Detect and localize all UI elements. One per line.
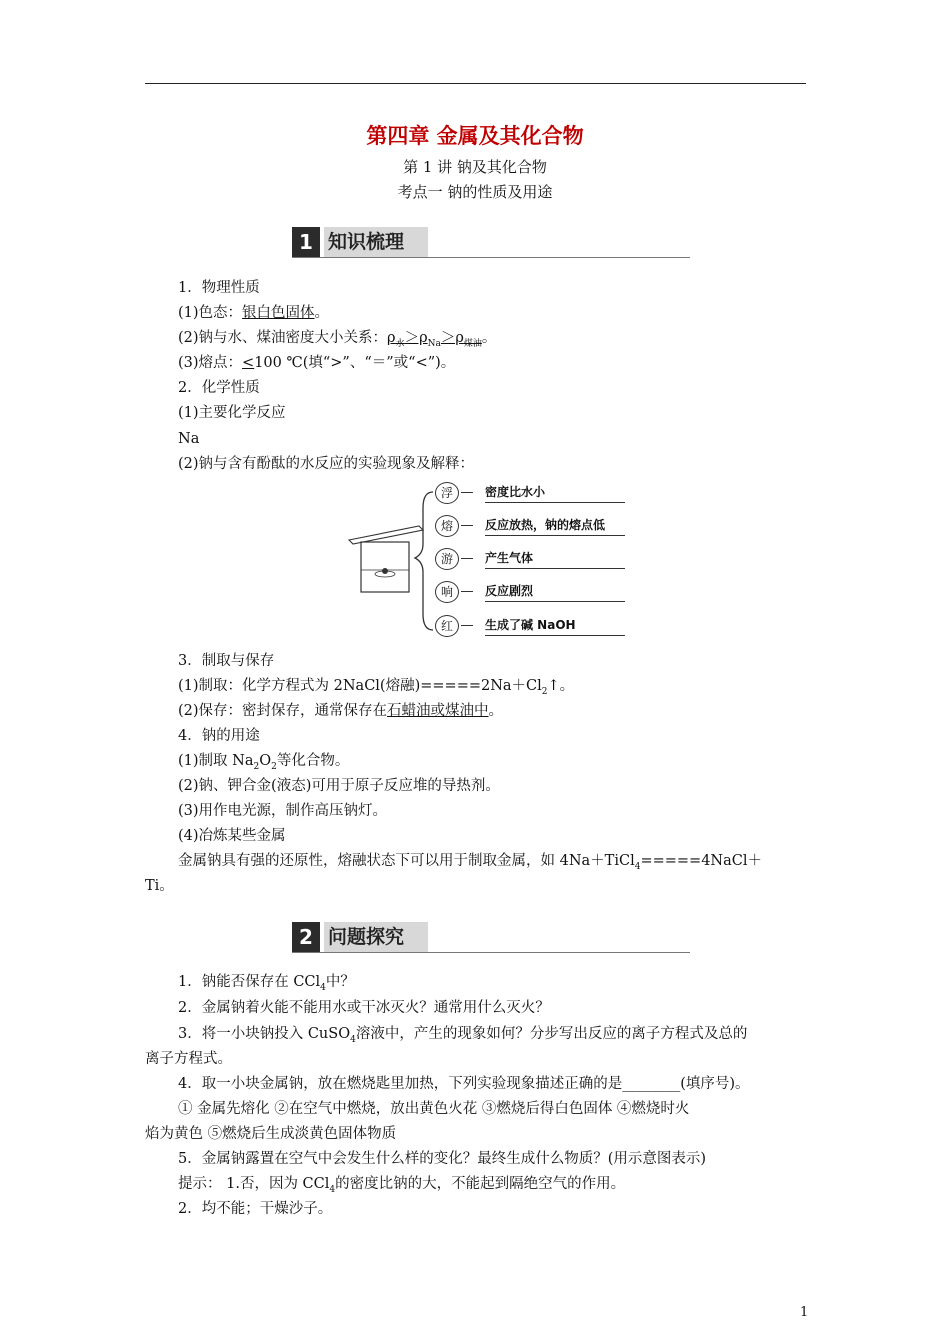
explanation-underline	[485, 635, 625, 636]
text-span: =====4NaCl＋	[640, 853, 762, 869]
subscript: 4	[350, 1034, 356, 1045]
beaker-bracket-illustration	[345, 478, 435, 638]
subscript: 2	[271, 761, 277, 772]
question-line	[178, 972, 355, 998]
answer-line: 2．均不能；干燥沙子。	[178, 1201, 333, 1217]
text-line	[178, 353, 455, 373]
connector-line	[461, 625, 473, 626]
text-span: 中？	[325, 974, 355, 990]
text-line: 1．物理性质	[178, 280, 260, 296]
text-line	[178, 676, 574, 702]
text-line: Na	[178, 431, 200, 447]
text-span: ＞ρ	[404, 330, 428, 346]
text-line	[178, 303, 329, 323]
text-line: (2)钠、钾合金(液态)可用于原子反应堆的导热剂。	[178, 778, 500, 794]
text-line: (4)冶炼某些金属	[178, 828, 286, 844]
text-span: O	[259, 753, 272, 769]
text-span: 溶液中，产生的现象如何？分步写出反应的离子方程式及总的	[355, 1026, 748, 1042]
text-line: (2)钠与含有酚酞的水反应的实验现象及解释：	[178, 456, 475, 472]
point-title: 考点一 钠的性质及用途	[397, 183, 553, 201]
subscript: 4	[320, 982, 326, 993]
explanation-text: 反应放热，钠的熔点低	[485, 518, 606, 532]
text-line	[178, 328, 496, 354]
answer-underlined	[387, 330, 482, 349]
text-span: (1)制取：化学方程式为 2NaCl(熔融)=====2Na＋Cl	[178, 678, 542, 694]
text-span: ＞ρ	[440, 330, 464, 346]
text-span: 。	[481, 330, 497, 346]
connector-line	[461, 558, 473, 559]
explanation-text: 密度比水小	[485, 485, 546, 499]
brace	[415, 492, 433, 630]
section-heading-knowledge	[292, 227, 690, 257]
text-span: 金属钠具有强的还原性，熔融状态下可以用于制取金属，如 4Na＋TiCl	[178, 853, 635, 869]
explanation-text: 生成了碱 NaOH	[485, 618, 576, 632]
answer-line	[178, 1174, 625, 1200]
text-span: 。	[314, 305, 330, 321]
question-line: 5．金属钠露置在空气中会发生什么样的变化？最终生成什么物质？(用示意图表示)	[178, 1151, 707, 1167]
text-span: 的密度比钠的大，不能起到隔绝空气的作用。	[335, 1176, 626, 1192]
explanation-underline	[485, 535, 625, 536]
text-span: 3．将一小块钠投入 CuSO	[178, 1026, 351, 1042]
section-underline	[292, 952, 690, 953]
text-span: 。	[488, 703, 504, 719]
subscript: Na	[427, 338, 441, 349]
text-line: (3)用作电光源，制作高压钠灯。	[178, 803, 388, 819]
subscript: 水	[395, 338, 405, 349]
answer-underlined: 银白色固体	[242, 305, 315, 321]
lecture-title: 第 1 讲 钠及其化合物	[403, 158, 547, 176]
connector-line	[461, 591, 473, 592]
text-span: ↑。	[547, 678, 575, 694]
question-options: ① 金属先熔化 ②在空气中燃烧，放出黄色火花 ③燃烧后得白色固体 ④燃烧时火	[178, 1101, 690, 1117]
question-line	[178, 1024, 747, 1050]
explanation-underline	[485, 568, 625, 569]
text-span: 等化合物。	[276, 753, 350, 769]
phenomenon-char: 红	[435, 615, 459, 637]
text-line: Ti。	[145, 878, 174, 894]
explanation-text: 产生气体	[485, 551, 534, 565]
text-span: (3)熔点：	[178, 355, 243, 371]
top-rule	[145, 83, 806, 84]
text-span: 提示： 1.否，因为 CCl	[178, 1176, 330, 1192]
answer-underlined: <	[242, 355, 255, 371]
section-title: 问题探究	[324, 922, 428, 952]
question-line: 离子方程式。	[145, 1051, 232, 1067]
phenomenon-char: 浮	[435, 482, 459, 504]
text-span: (2)钠与水、煤油密度大小关系：	[178, 330, 388, 346]
question-options: 焰为黄色 ⑤燃烧后生成淡黄色固体物质	[145, 1126, 397, 1142]
subscript: 4	[329, 1184, 336, 1195]
text-line	[178, 751, 349, 777]
section-underline	[292, 257, 690, 258]
text-line: (1)主要化学反应	[178, 405, 286, 421]
section-title: 知识梳理	[324, 227, 428, 257]
sodium-piece-icon	[382, 568, 388, 574]
question-line: 4．取一小块金属钠，放在燃烧匙里加热，下列实验现象描述正确的是________(填序号)。	[178, 1076, 750, 1092]
text-line: 4．钠的用途	[178, 728, 260, 744]
rho-symbol: ρ	[387, 330, 396, 346]
answer-underlined: 石蜡油或煤油中	[387, 703, 489, 719]
text-line: 2．化学性质	[178, 380, 260, 396]
beaker-icon	[361, 542, 409, 592]
subscript: 2	[541, 686, 548, 697]
section-number: 1	[292, 227, 320, 257]
text-span: 100 ℃(填“>”、“＝”或“<”)。	[254, 355, 456, 371]
explanation-underline	[485, 601, 625, 602]
phenomenon-char: 熔	[435, 515, 459, 537]
explanation-text: 反应剧烈	[485, 584, 534, 598]
phenomenon-char: 响	[435, 581, 459, 603]
chapter-title: 第四章 金属及其化合物	[366, 124, 584, 148]
text-span: 1．钠能否保存在 CCl	[178, 974, 321, 990]
phenomenon-char: 游	[435, 548, 459, 570]
glass-plate	[349, 526, 423, 544]
subscript: 煤油	[463, 338, 482, 349]
subscript: 2	[253, 761, 260, 772]
subscript: 4	[634, 861, 641, 872]
connector-line	[461, 525, 473, 526]
section-heading-inquiry	[292, 922, 690, 952]
question-line: 2．金属钠着火能不能用水或干冰灭火？通常用什么灭火？	[178, 1000, 550, 1016]
page-number: 1	[800, 1305, 809, 1320]
explanation-underline	[485, 502, 625, 503]
sodium-water-diagram	[345, 478, 645, 638]
text-line	[178, 701, 503, 721]
text-line	[178, 851, 762, 877]
text-span: (1)色态：	[178, 305, 243, 321]
section-number: 2	[292, 922, 320, 952]
text-line: 3．制取与保存	[178, 653, 275, 669]
connector-line	[461, 492, 473, 493]
text-span: (2)保存：密封保存，通常保存在	[178, 703, 388, 719]
text-span: (1)制取 Na	[178, 753, 254, 769]
